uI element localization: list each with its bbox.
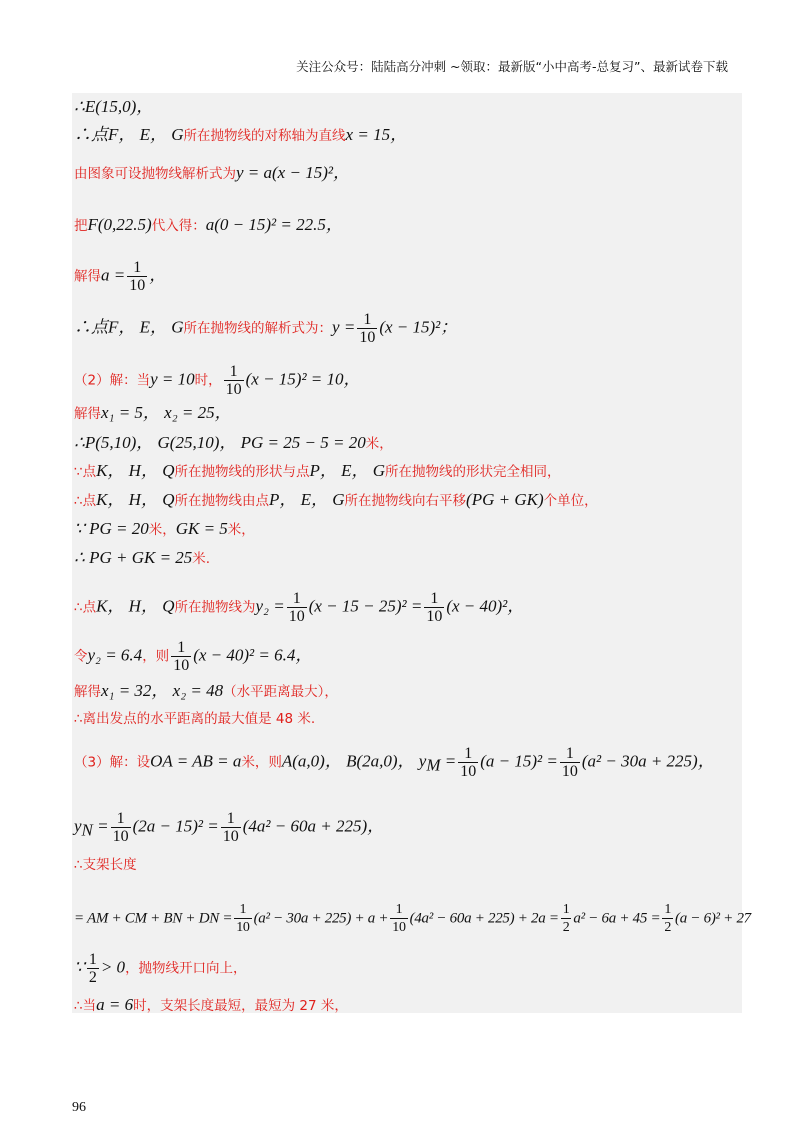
eq-text: K， H， Q (96, 461, 175, 480)
eq-text: a(0 − 15)² = 22.5， (205, 215, 343, 234)
text: 米， (365, 436, 393, 452)
eq-text: x₁ = 32， x₂ = 48 (101, 681, 224, 700)
eq-text: (a² − 30a + 225) + a + (253, 910, 389, 927)
eq-text: ∵ PG = 20 (74, 519, 149, 538)
text: ∵点 (74, 464, 97, 480)
text: 解得 (74, 684, 101, 700)
text: ∴点 (74, 599, 97, 616)
eq-text: (4a² − 60a + 225) + 2a = (409, 910, 559, 927)
eq-text: a = (101, 265, 126, 285)
line-12 (74, 519, 255, 540)
text: （2）解：当 (74, 372, 151, 389)
line-15 (74, 639, 312, 674)
text: ∴离出发点的水平距离的最大值是 48 米. (74, 711, 316, 727)
eq-text: y = (332, 317, 356, 337)
eq-text: y₂ = 6.4 (87, 645, 143, 665)
eq-text: = AM + CM + BN + DN = (74, 910, 233, 927)
line-11 (74, 490, 598, 511)
fraction: $\frac{1}{10}$ (236, 902, 250, 935)
eq-text: GK = 5 (175, 519, 228, 538)
text: 米， (227, 522, 255, 538)
line-20 (74, 855, 137, 875)
text: 时，支架长度最短，最短为 27 米， (133, 998, 348, 1014)
eq-text: x = 15， (345, 125, 408, 144)
eq-text: ∴点F， E， G (74, 317, 184, 337)
text: ∴支架长度 (74, 857, 137, 873)
eq-text: P， E， G (269, 490, 345, 509)
eq-text: ∵ (74, 957, 85, 977)
eq-text: ∴点F， E， G (74, 125, 184, 144)
line-5 (74, 259, 166, 294)
fraction: $\frac{1}{10}$ (222, 810, 239, 845)
eq-text: ， (149, 265, 167, 285)
line-6 (74, 311, 457, 346)
text: ∴当 (74, 998, 97, 1014)
eq-text: K， H， Q (96, 490, 175, 509)
fraction: $\frac{1}{10}$ (392, 902, 406, 935)
text: （水平距离最大）， (223, 684, 338, 700)
eq-text: (x − 40)²， (446, 596, 525, 616)
eq-text: ∴ PG + GK = 25 (74, 548, 193, 567)
text: 所在抛物线由点 (174, 493, 269, 509)
fraction: $\frac{1}{10}$ (359, 311, 376, 346)
fraction: $\frac{1}{10}$ (173, 639, 190, 674)
eq-text: y (74, 816, 82, 836)
text: （3）解：设 (74, 754, 151, 771)
fraction: $\frac{1}{10}$ (112, 810, 129, 845)
line-13 (74, 548, 210, 569)
line-23 (74, 995, 348, 1016)
line-10 (74, 461, 561, 482)
text: 个单位， (543, 493, 598, 509)
eq-text: (x − 15 − 25)² = (308, 596, 423, 616)
line-21 (74, 901, 751, 936)
eq-text: = (440, 751, 457, 771)
fraction: $\frac{1}{10}$ (225, 363, 242, 398)
line-2 (74, 125, 407, 146)
line-4 (74, 215, 343, 236)
eq-text: (x − 15)²； (379, 317, 458, 337)
text: 米， (148, 522, 176, 538)
line-16 (74, 681, 338, 702)
text: 米. (192, 551, 211, 567)
eq-text: P， E， G (309, 461, 386, 480)
text: 所在抛物线的对称轴为直线 (183, 128, 346, 144)
text: ∴点 (74, 493, 97, 509)
subscript: N (81, 820, 93, 840)
line-3 (74, 163, 350, 184)
fraction: $\frac{1}{10}$ (288, 590, 305, 625)
line-18 (74, 745, 715, 780)
fraction: $\frac{1}{10}$ (129, 259, 146, 294)
eq-text: a = 6 (96, 995, 134, 1014)
eq-text: (4a² − 60a + 225)， (242, 816, 385, 836)
eq-text: (x − 40)² = 6.4， (193, 645, 313, 665)
fraction: $\frac{1}{10}$ (561, 745, 578, 780)
eq-text: OA = AB = a (150, 751, 242, 771)
text: 代入得： (151, 218, 206, 234)
eq-text: ∴E(15,0)， (74, 97, 154, 116)
page-number: 96 (72, 1100, 86, 1115)
eq-text: K， H， Q (96, 596, 175, 616)
line-1 (74, 97, 153, 118)
fraction: $\frac{1}{10}$ (460, 745, 477, 780)
eq-text: y = a(x − 15)²， (236, 163, 350, 182)
eq-text: y₂ = (255, 596, 285, 616)
eq-text: (PG + GK) (466, 490, 544, 509)
text: 时， (194, 372, 222, 389)
line-22 (74, 951, 247, 986)
text: 解得 (74, 406, 101, 422)
line-8 (74, 403, 232, 424)
solution-block (72, 93, 751, 1014)
text: 所在抛物线向右平移 (344, 493, 467, 509)
eq-text: = (92, 816, 109, 836)
eq-text: x₁ = 5， x₂ = 25， (101, 403, 232, 422)
text: ，抛物线开口向上， (125, 960, 247, 977)
text: 所在抛物线的形状完全相同， (385, 464, 561, 480)
text: 所在抛物线的解析式为： (183, 320, 333, 337)
line-17 (74, 709, 315, 729)
text: 所在抛物线的形状与点 (174, 464, 310, 480)
eq-text: (a² − 30a + 225)， (581, 751, 715, 771)
fraction: $\frac{1}{2}$ (88, 951, 97, 986)
eq-text: > 0 (100, 957, 126, 977)
eq-text: y = 10 (150, 369, 195, 389)
fraction: $\frac{1}{2}$ (664, 902, 672, 935)
eq-text: A(a,0)， B(2a,0)， y (281, 751, 427, 771)
text: 令 (74, 648, 88, 665)
eq-text: (x − 15)² = 10， (245, 369, 361, 389)
eq-text: F(0,22.5) (87, 215, 152, 234)
page-header: 关注公众号：陆陆高分冲刺 ~领取：最新版“小中高考-总复习”、最新试卷下载 (296, 59, 728, 74)
text: 解得 (74, 268, 101, 285)
text: ，则 (142, 648, 170, 665)
line-7 (74, 363, 361, 398)
eq-text: a² − 6a + 45 = (573, 910, 661, 927)
text: 把 (74, 218, 88, 234)
text: 米，则 (241, 754, 282, 771)
eq-text: (a − 15)² = (480, 751, 558, 771)
eq-text: ∴P(5,10)， G(25,10)， PG = 25 − 5 = 20 (74, 433, 366, 452)
line-9 (74, 433, 393, 454)
text: 所在抛物线为 (174, 599, 256, 616)
fraction: $\frac{1}{2}$ (562, 902, 570, 935)
line-14 (74, 590, 524, 625)
text: 由图象可设抛物线解析式为 (74, 166, 236, 182)
line-19 (74, 810, 384, 845)
eq-text: (2a − 15)² = (132, 816, 219, 836)
fraction: $\frac{1}{10}$ (426, 590, 443, 625)
subscript: M (426, 755, 441, 775)
eq-text: (a − 6)² + 27 (675, 910, 751, 927)
